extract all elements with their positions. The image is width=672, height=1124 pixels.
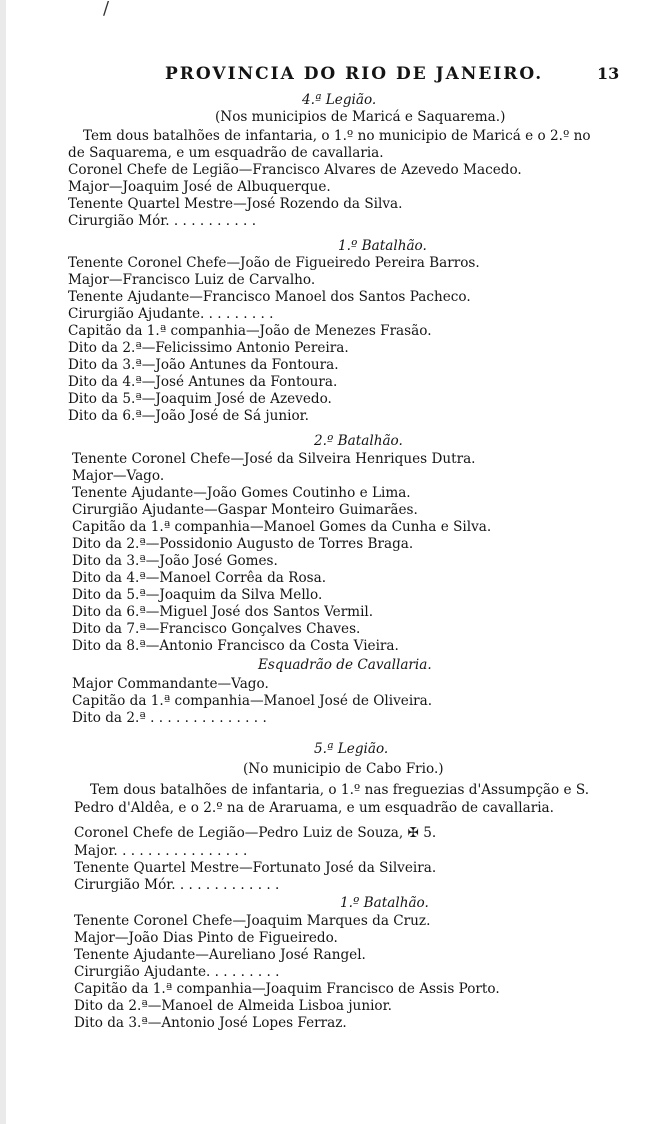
battalion-heading: 1.º Batalhão.	[338, 238, 427, 254]
roster-entry: Dito da 8.ª—Antonio Francisco da Costa Vieira.	[72, 638, 399, 654]
roster-entry: Dito da 3.ª—João Antunes da Fontoura.	[68, 357, 339, 373]
roster-entry: Capitão da 1.ª companhia—Manoel Gomes da Cunha e Silva.	[72, 519, 492, 535]
roster-entry: Major—Joaquim José de Albuquerque.	[68, 179, 331, 195]
paragraph-line: de Saquarema, e um esquadrão de cavallaria.	[68, 145, 384, 161]
roster-entry: Major—Francisco Luiz de Carvalho.	[68, 272, 316, 288]
roster-entry: Tenente Quartel Mestre—José Rozendo da Silva.	[68, 196, 403, 212]
legion-heading: 4.ª Legião.	[302, 92, 377, 108]
running-head: PROVINCIA DO RIO DE JANEIRO.	[165, 64, 544, 84]
roster-entry: Dito da 7.ª—Francisco Gonçalves Chaves.	[72, 621, 361, 637]
roster-entry: Dito da 3.ª—João José Gomes.	[72, 553, 278, 569]
roster-entry: Major. . . . . . . . . . . . . . . .	[74, 843, 248, 859]
legion-subheading: (No municipio de Cabo Frio.)	[243, 761, 444, 777]
paragraph-line: Tem dous batalhões de infantaria, o 1.º nas freguezias d'Assumpção e S.	[90, 782, 590, 798]
roster-entry: Dito da 4.ª—José Antunes da Fontoura.	[68, 374, 338, 390]
page-number: 13	[597, 64, 620, 83]
roster-entry: Major—João Dias Pinto de Figueiredo.	[74, 930, 338, 946]
roster-entry: Dito da 2.ª—Manoel de Almeida Lisboa junior.	[74, 998, 392, 1014]
roster-entry: Dito da 6.ª—Miguel José dos Santos Vermil.	[72, 604, 374, 620]
roster-entry: Tenente Coronel Chefe—Joaquim Marques da Cruz.	[74, 913, 431, 929]
legion-heading: 5.ª Legião.	[314, 741, 389, 757]
roster-entry: Coronel Chefe de Legião—Pedro Luiz de Souza, ✠ 5.	[74, 825, 437, 841]
roster-entry: Tenente Coronel Chefe—João de Figueiredo Pereira Barros.	[68, 255, 480, 271]
page-edge-shadow	[0, 0, 6, 1124]
roster-entry: Capitão da 1.ª companhia—Joaquim Francisco de Assis Porto.	[74, 981, 500, 997]
roster-entry: Dito da 5.ª—Joaquim José de Azevedo.	[68, 391, 332, 407]
roster-entry: Tenente Ajudante—João Gomes Coutinho e Lima.	[72, 485, 411, 501]
roster-entry: Dito da 2.ª—Felicissimo Antonio Pereira.	[68, 340, 349, 356]
roster-entry: Cirurgião Mór. . . . . . . . . . . . .	[74, 877, 280, 893]
paragraph-line: Pedro d'Aldêa, e o 2.º na de Araruama, e um esquadrão de cavallaria.	[74, 800, 554, 816]
roster-entry: Cirurgião Ajudante—Gaspar Monteiro Guimarães.	[72, 502, 418, 518]
roster-entry: Major Commandante—Vago.	[72, 676, 269, 692]
roster-entry: Dito da 3.ª—Antonio José Lopes Ferraz.	[74, 1015, 347, 1031]
roster-entry: Cirurgião Ajudante. . . . . . . . .	[74, 964, 280, 980]
roster-entry: Major—Vago.	[72, 468, 165, 484]
roster-entry: Coronel Chefe de Legião—Francisco Alvares de Azevedo Macedo.	[68, 162, 522, 178]
roster-entry: Capitão da 1.ª companhia—João de Menezes Frasão.	[68, 323, 432, 339]
roster-entry: Dito da 5.ª—Joaquim da Silva Mello.	[72, 587, 323, 603]
roster-entry: Dito da 2.ª—Possidonio Augusto de Torres Braga.	[72, 536, 414, 552]
squadron-heading: Esquadrão de Cavallaria.	[258, 657, 432, 673]
roster-entry: Dito da 4.ª—Manoel Corrêa da Rosa.	[72, 570, 327, 586]
roster-entry: Cirurgião Mór. . . . . . . . . . .	[68, 213, 257, 229]
legion-subheading: (Nos municipios de Maricá e Saquarema.)	[215, 109, 506, 125]
roster-entry: Cirurgião Ajudante. . . . . . . . .	[68, 306, 274, 322]
margin-mark: /	[103, 0, 110, 19]
roster-entry: Dito da 6.ª—João José de Sá junior.	[68, 408, 309, 424]
roster-entry: Tenente Coronel Chefe—José da Silveira Henriques Dutra.	[72, 451, 476, 467]
roster-entry: Tenente Ajudante—Francisco Manoel dos Santos Pacheco.	[68, 289, 471, 305]
roster-entry: Tenente Quartel Mestre—Fortunato José da Silveira.	[74, 860, 437, 876]
paragraph-line: Tem dous batalhões de infantaria, o 1.º no municipio de Maricá e o 2.º no	[83, 128, 591, 144]
roster-entry: Dito da 2.ª . . . . . . . . . . . . . .	[72, 710, 267, 726]
battalion-heading: 1.º Batalhão.	[340, 895, 429, 911]
roster-entry: Tenente Ajudante—Aureliano José Rangel.	[74, 947, 366, 963]
roster-entry: Capitão da 1.ª companhia—Manoel José de Oliveira.	[72, 693, 433, 709]
battalion-heading: 2.º Batalhão.	[314, 433, 403, 449]
